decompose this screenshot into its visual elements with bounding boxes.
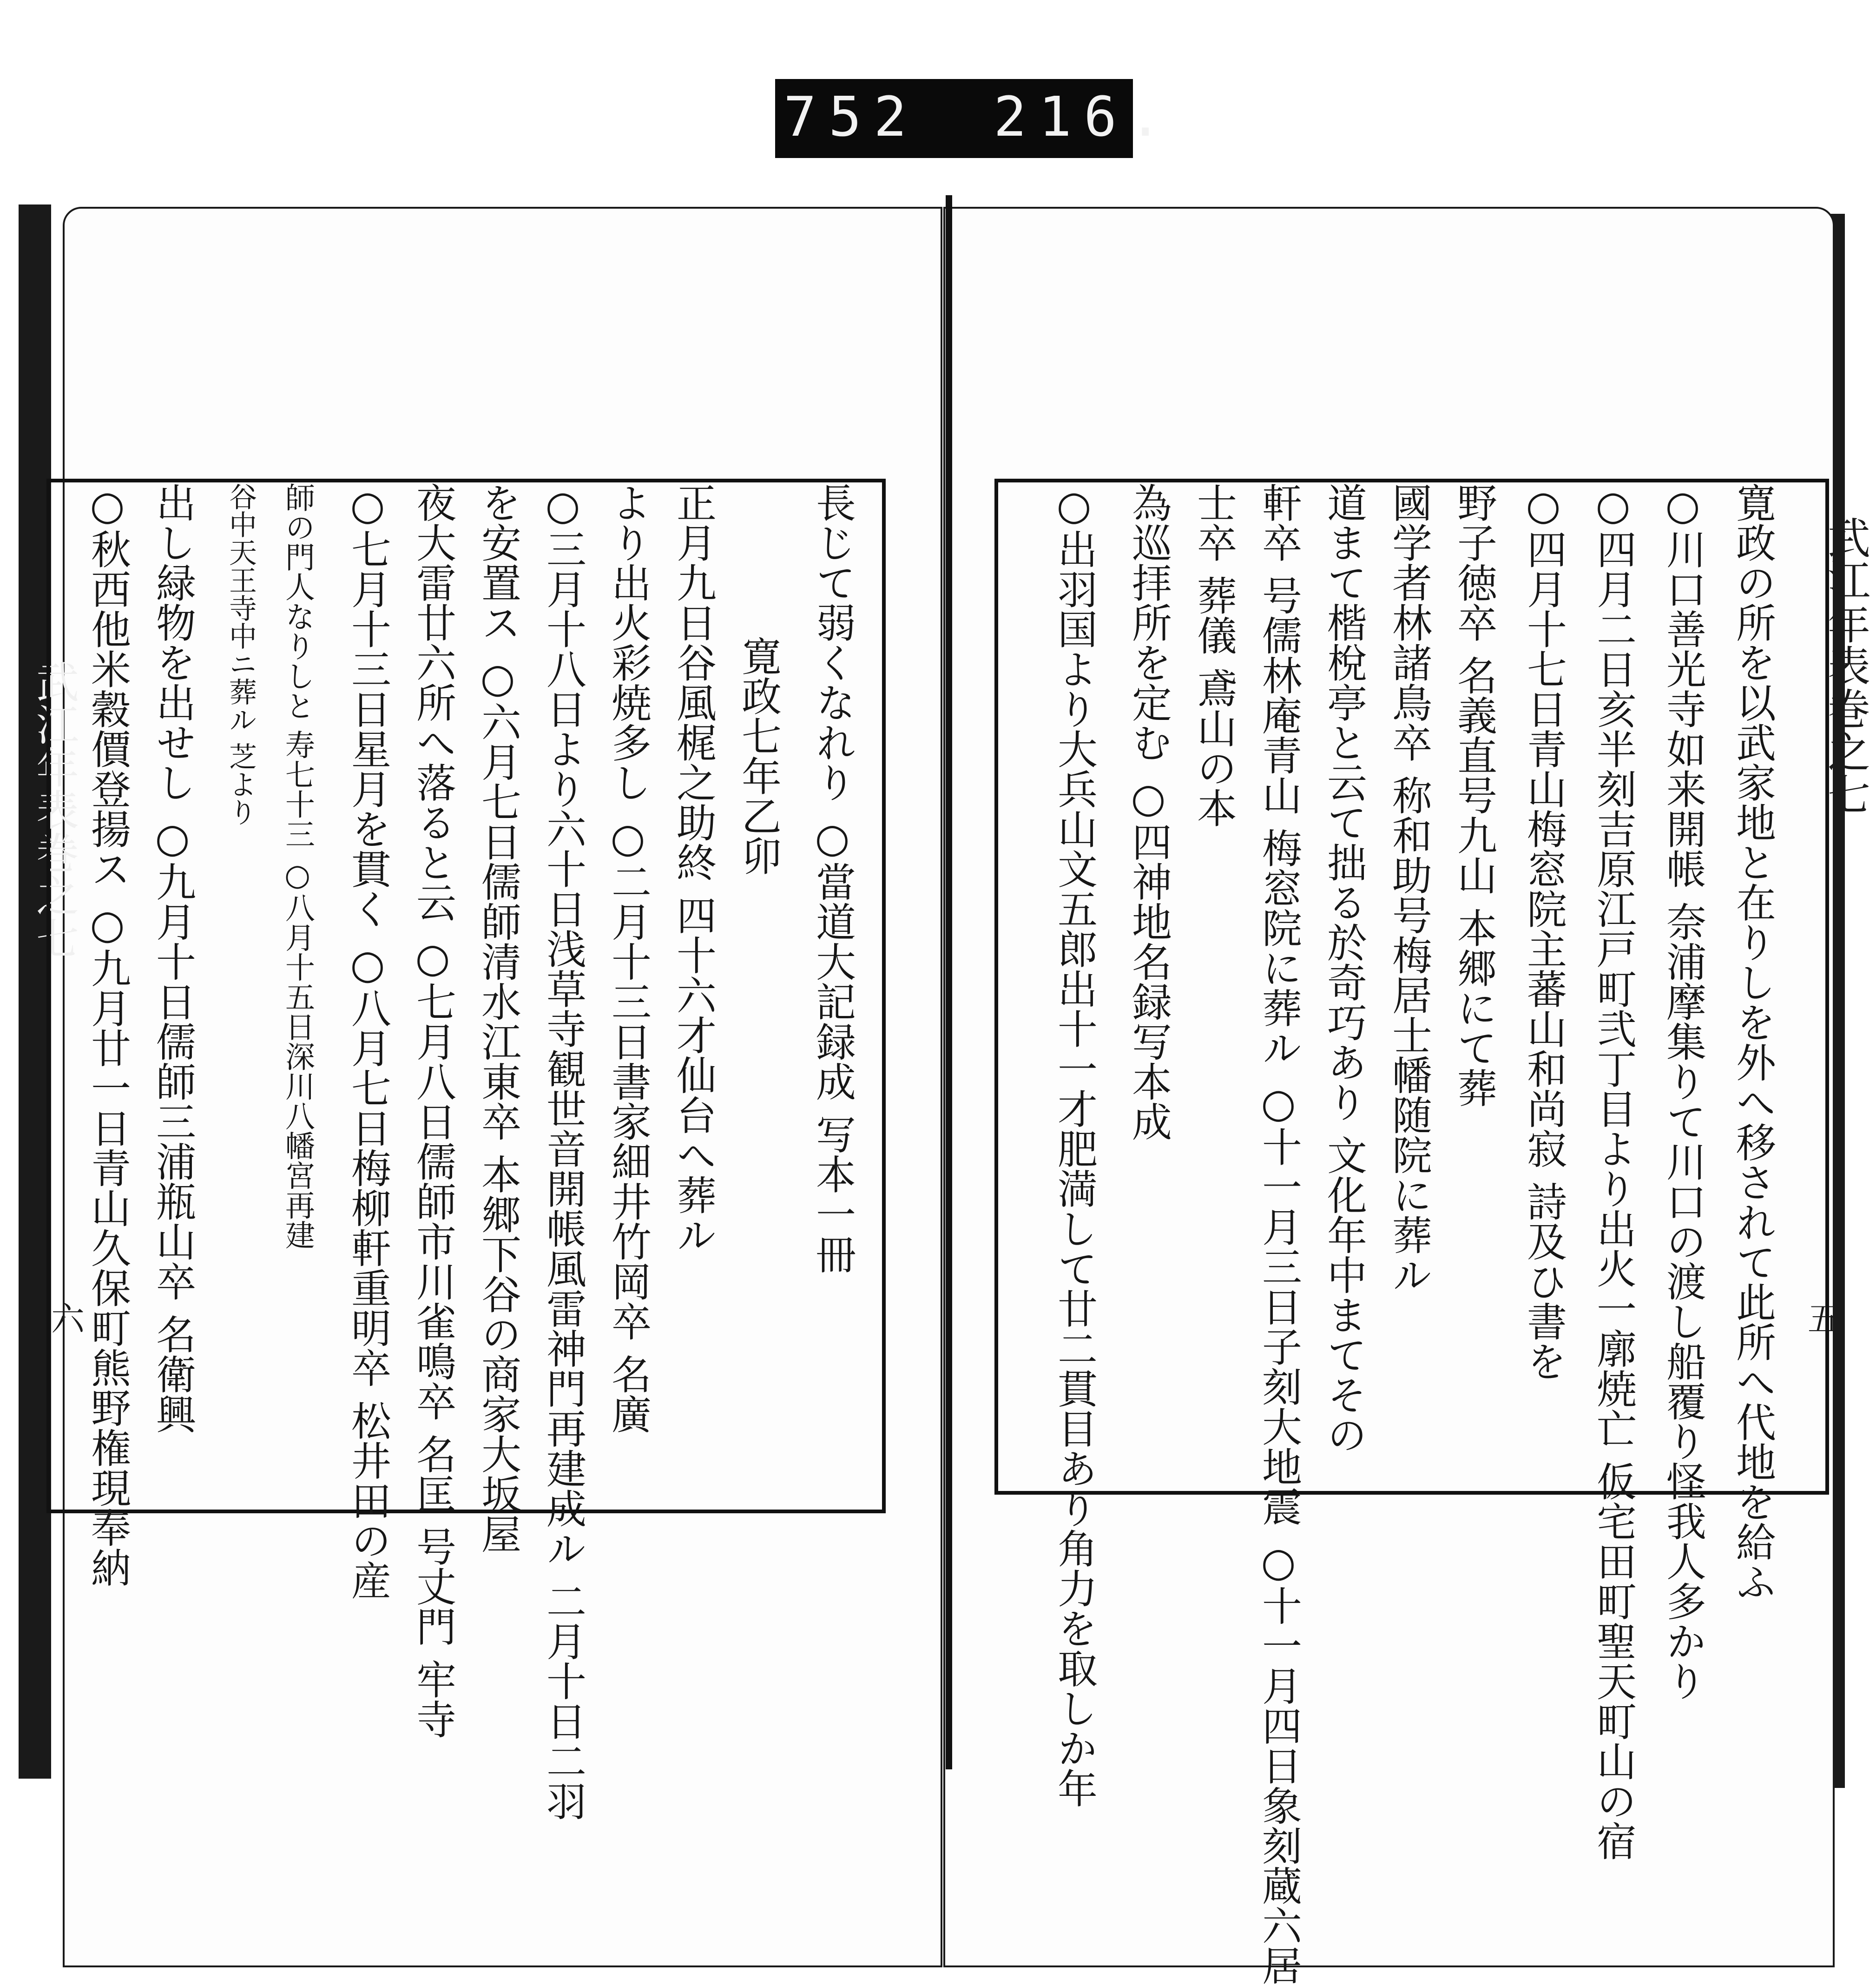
text-column: 師の門人なりしと 寿七十三 ○八月十五日深川八幡宮再建 <box>280 482 315 1250</box>
text-column: 出し緑物を出せし ○九月十日儒師三浦瓶山卒 名衛興 <box>149 482 196 1434</box>
text-column: 為巡拝所を定む ○四神地名録写本成 <box>1125 482 1172 1141</box>
text-column: 寛政の所を以武家地と在りしを外へ移されて此所へ代地を給ふ <box>1729 482 1776 1602</box>
text-column: 國学者林諸鳥卒 称和助号梅居士幡随院に葬ル <box>1385 482 1432 1295</box>
text-column: より出火彩焼多し ○二月十三日書家細井竹岡卒 名廣 <box>605 482 651 1434</box>
left-page-folio: 六 <box>51 1299 85 1339</box>
era-heading: 寛政七年乙卯 <box>735 636 781 876</box>
text-column: ○出羽国より大兵山文五郎出十一才肥満して廿二貫目あり角力を取しか年 <box>1051 482 1097 1808</box>
text-column: 野子徳卒 名義直号九山 本郷にて葬 <box>1450 482 1497 1108</box>
text-column: ○秋西他米穀價登揚ス ○九月廿一日青山久保町熊野権現奉納 <box>84 482 131 1588</box>
text-column: を安置ス ○六月七日儒師清水江東卒 本郷下谷の商家大坂屋 <box>474 482 521 1554</box>
text-column: 長じて弱くなれり ○當道大記録成 写本一冊 <box>809 482 856 1274</box>
text-column: 士卒 葬儀 鳶山の本 <box>1190 482 1237 828</box>
text-column: ○四月二日亥半刻吉原江戸町弐丁目より出火一廓焼亡 仮宅田町聖天町山の宿 <box>1590 482 1636 1861</box>
right-text-frame <box>994 479 1829 1985</box>
text-column: 道まて楷梲亭と云て拙る於奇巧あり 文化年中まてその <box>1320 482 1367 1455</box>
right-page-book-title: 武江年表巻之七 <box>1821 516 1870 815</box>
reel-number: 752 <box>783 85 919 149</box>
text-column: 夜大雷廿六所へ落ると云 ○七月八日儒師市川雀鳴卒 名匡 号丈門 牢寺 <box>409 482 456 1739</box>
open-book <box>19 195 1870 1985</box>
right-page-folio: 五 <box>1808 1299 1842 1339</box>
text-column: ○川口善光寺如来開帳 奈浦摩集りて川口の渡し船覆り怪我人多かり <box>1659 482 1706 1701</box>
scan-archive-label <box>775 79 1174 158</box>
left-text-frame <box>46 479 886 1821</box>
text-column: 谷中天王寺中ニ葬ル 芝より <box>224 482 257 826</box>
book-spine <box>946 195 952 1769</box>
text-column: ○三月十八日より六十日浅草寺観世音開帳風雷神門再建成ル 二月十日二羽 <box>540 482 586 1821</box>
text-column: ○七月十三日星月を貫く ○八月七日梅柳軒重明卒 松井田の産 <box>344 482 391 1600</box>
left-page-book-title: 武江年表巻之七 <box>29 660 79 959</box>
text-column: 正月九日谷風梶之助終 四十六才仙台へ葬ル <box>670 482 716 1255</box>
text-column: 軒卒 号儒林庵青山 梅窓院に葬ル ○十一月三日子刻大地震 ○十一月四日象刻蔵六居 <box>1255 482 1302 1985</box>
text-column: ○四月十七日青山梅窓院主蕃山和尚寂 詩及ひ書を <box>1520 482 1567 1381</box>
frame-number: 216. <box>994 85 1174 149</box>
